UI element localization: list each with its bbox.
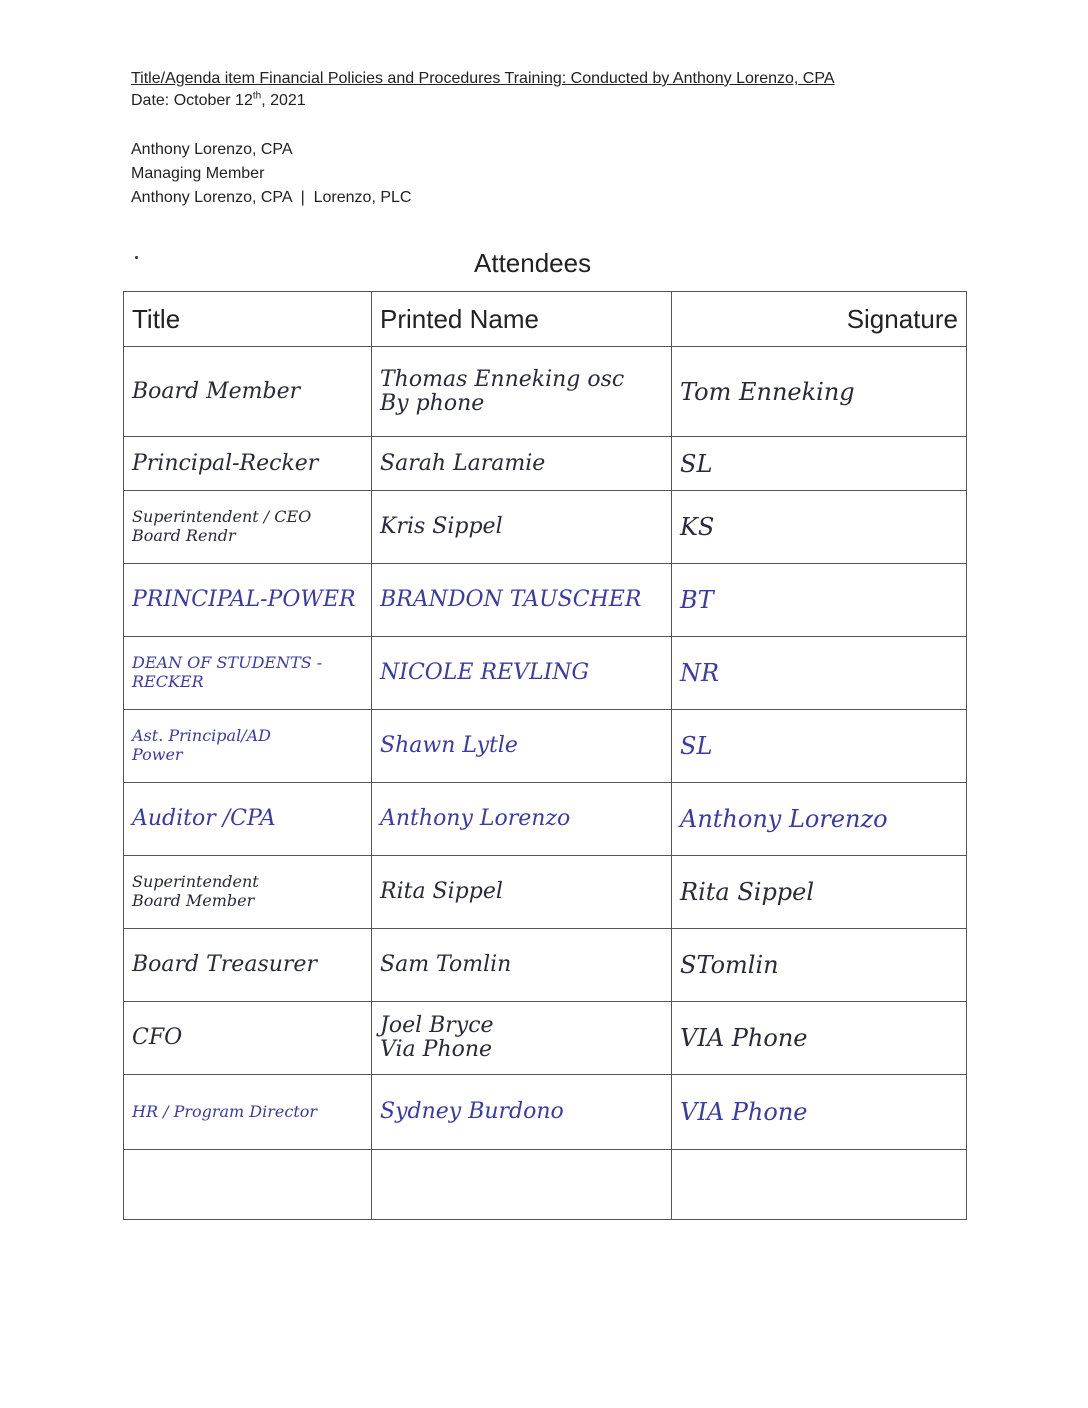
attendee-title: Auditor /CPA (132, 806, 276, 831)
attendee-printed-name-cell (372, 856, 672, 929)
attendee-title-cell (124, 1002, 372, 1075)
date-suffix: , 2021 (261, 92, 306, 109)
attendee-printed-name: Sarah Laramie (380, 450, 546, 476)
attendee-title-cell (124, 564, 372, 637)
date-superscript: th (252, 90, 262, 102)
table-row (124, 1075, 967, 1150)
attendee-title-cell (124, 437, 372, 491)
attendee-signature: NR (680, 659, 720, 687)
table-row (124, 710, 967, 783)
attendee-title: Superintendent / CEO Board Rendr (132, 507, 312, 545)
table-row (124, 1150, 967, 1220)
presenter-role: Managing Member (131, 165, 265, 182)
attendee-signature: VIA Phone (680, 1098, 808, 1126)
attendee-printed-name: Thomas Enneking osc By phone (380, 366, 625, 416)
attendee-title-cell (124, 783, 372, 856)
presenter-contact (131, 138, 411, 210)
attendee-printed-name-cell (372, 437, 672, 491)
attendee-printed-name-cell (372, 783, 672, 856)
attendee-title: PRINCIPAL-POWER (132, 587, 356, 612)
column-header-title: Title (124, 292, 372, 347)
attendee-printed-name-cell (372, 1150, 672, 1220)
attendee-title-cell (124, 929, 372, 1002)
attendee-signature-cell (672, 1002, 967, 1075)
attendee-signature-cell (672, 564, 967, 637)
attendee-title: Board Treasurer (132, 952, 317, 977)
attendee-title-cell (124, 491, 372, 564)
presenter-name: Anthony Lorenzo, CPA (131, 141, 293, 158)
table-row (124, 856, 967, 929)
attendee-printed-name-cell (372, 491, 672, 564)
attendee-title-cell (124, 856, 372, 929)
attendee-title: Board Member (132, 378, 301, 404)
attendee-signature-cell (672, 1075, 967, 1150)
column-header-signature: Signature (672, 292, 967, 347)
table-row (124, 637, 967, 710)
stray-mark (135, 256, 138, 259)
table-row (124, 491, 967, 564)
table-row (124, 564, 967, 637)
presenter-firm: Anthony Lorenzo, CPA | Lorenzo, PLC (131, 189, 412, 206)
attendee-title-cell (124, 1150, 372, 1220)
attendee-title: HR / Program Director (132, 1101, 318, 1121)
attendee-printed-name-cell (372, 929, 672, 1002)
attendee-printed-name: Sydney Burdono (380, 1099, 564, 1124)
attendee-signature: STomlin (680, 951, 779, 979)
attendee-rows (124, 347, 967, 1220)
attendee-signature: VIA Phone (680, 1024, 808, 1052)
attendee-title: CFO (132, 1025, 183, 1050)
attendee-signature-cell (672, 1150, 967, 1220)
attendee-signature: BT (680, 586, 714, 614)
attendees-heading: Attendees (474, 248, 592, 278)
attendee-signature: Anthony Lorenzo (680, 805, 888, 833)
attendee-printed-name-cell (372, 347, 672, 437)
attendee-printed-name: Anthony Lorenzo (380, 806, 571, 831)
table-header-row (124, 292, 967, 347)
attendee-signature-cell (672, 929, 967, 1002)
attendee-signature-cell (672, 637, 967, 710)
attendee-signature-cell (672, 783, 967, 856)
attendee-title-cell (124, 637, 372, 710)
attendee-title: Superintendent Board Member (132, 872, 259, 910)
document-header (131, 68, 835, 112)
attendee-printed-name-cell (372, 1075, 672, 1150)
table-row (124, 437, 967, 491)
attendance-table (123, 291, 967, 1220)
attendee-title-cell (124, 710, 372, 783)
attendee-printed-name: BRANDON TAUSCHER (380, 587, 642, 612)
attendee-printed-name-cell (372, 1002, 672, 1075)
meeting-date (131, 90, 835, 112)
attendee-signature-cell (672, 347, 967, 437)
attendee-printed-name: Rita Sippel (380, 879, 503, 904)
table-row (124, 783, 967, 856)
attendee-printed-name: Joel Bryce Via Phone (380, 1013, 494, 1062)
attendee-printed-name: NICOLE REVLING (380, 660, 590, 685)
attendee-title-cell (124, 347, 372, 437)
date-prefix: Date: October 12 (131, 92, 253, 109)
attendee-printed-name-cell (372, 564, 672, 637)
table-row (124, 347, 967, 437)
attendee-printed-name-cell (372, 710, 672, 783)
attendee-title: Principal-Recker (132, 450, 319, 476)
agenda-title: Title/Agenda item Financial Policies and Procedures Training: Conducted by Anthony Lorenzo, CPA (131, 70, 835, 87)
table-row (124, 1002, 967, 1075)
attendee-title-cell (124, 1075, 372, 1150)
attendee-signature-cell (672, 710, 967, 783)
attendee-printed-name: Sam Tomlin (380, 952, 512, 977)
attendee-signature-cell (672, 491, 967, 564)
attendee-printed-name-cell (372, 637, 672, 710)
attendee-signature: KS (680, 513, 715, 541)
attendee-signature: Tom Enneking (680, 377, 855, 406)
attendee-title: Ast. Principal/AD Power (132, 726, 271, 764)
table-row (124, 929, 967, 1002)
attendee-signature-cell (672, 437, 967, 491)
attendee-signature: SL (680, 732, 713, 760)
column-header-printed-name: Printed Name (372, 292, 672, 347)
attendee-signature: SL (680, 449, 713, 478)
attendee-printed-name: Shawn Lytle (380, 733, 518, 758)
attendee-signature: Rita Sippel (680, 878, 815, 906)
attendee-title: DEAN OF STUDENTS - RECKER (132, 653, 323, 691)
attendee-signature-cell (672, 856, 967, 929)
attendee-printed-name: Kris Sippel (380, 514, 503, 539)
